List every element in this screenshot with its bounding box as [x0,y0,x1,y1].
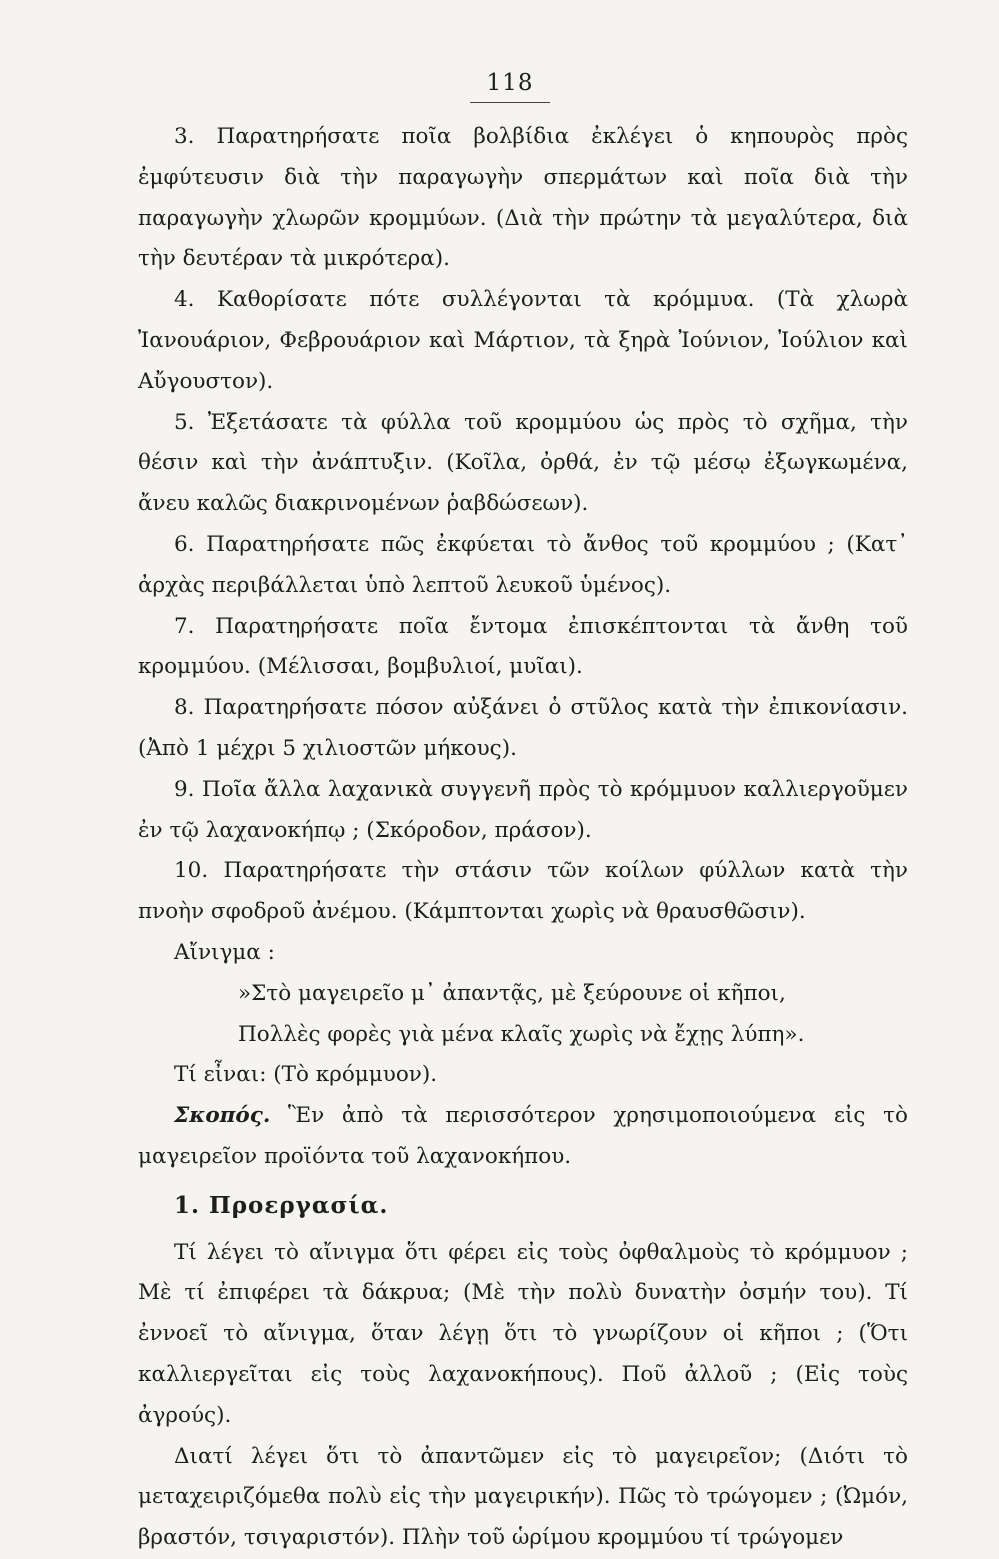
paragraph-1: Τί λέγει τὸ αἴνιγμα ὅτι φέρει εἰς τοὺς ὀφθαλμοὺς τὸ κρόμμυον ; Μὲ τί ἐπιφέρει τὰ δάκρυα; (Μὲ τὴν πολὺ δυνατὴν ὀσμήν του). Τί ἐννοεῖ τὸ αἴνιγμα, ὅταν λέγῃ ὅτι τὸ γνωρίζουν οἱ κῆποι ; (Ὅτι καλλιεργεῖται εἰς τοὺς λαχανοκήπους). Ποῦ ἀλλοῦ ; (Εἰς τοὺς ἀγρούς). [138,1239,908,1428]
purpose-paragraph [138,1096,908,1178]
riddle-line-1: »Στὸ μαγειρεῖο μ᾽ ἀπαντᾷς, μὲ ξεύρουνε οἱ κῆποι, [238,980,786,1006]
item-10: 10. Παρατηρήσατε τὴν στάσιν τῶν κοίλων φύλλων κατὰ τὴν πνοὴν σφοδροῦ ἀνέμου. (Κάμπτονται χωρὶς νὰ θραυσθῶσιν). [138,858,908,925]
item-4: 4. Καθορίσατε πότε συλλέγονται τὰ κρόμμυα. (Τὰ χλωρὰ Ἰανουάριον, Φεβρουάριον καὶ Μάρτιον, τὰ ξηρὰ Ἰούνιον, Ἰούλιον καὶ Αὔγουστον). [138,287,908,394]
purpose-text: Ἓν ἀπὸ τὰ περισσότερον χρησιμοποιούμενα εἰς τὸ μαγειρεῖον προϊόντα τοῦ λαχανοκήπου. [138,1103,908,1169]
page-number: 118 [470,70,550,103]
item-3: 3. Παρατηρήσατε ποῖα βολβίδια ἐκλέγει ὁ κηπουρὸς πρὸς ἐμφύτευσιν διὰ τὴν παραγωγὴν σπερμάτων καὶ ποῖα διὰ τὴν παραγωγὴν χλωρῶν κρομμύων. (Διὰ τὴν πρώτην τὰ μεγαλύτερα, διὰ τὴν δευτέραν τὰ μικρότερα). [138,124,908,272]
page-body [138,117,908,1559]
riddle-answer: Τί εἶναι: (Τὸ κρόμμυον). [174,1062,438,1088]
riddle-label: Αἴνιγμα : [174,939,275,965]
purpose-label: Σκοπός. [174,1103,271,1129]
section-heading: 1. Προεργασία. [174,1191,389,1219]
item-6: 6. Παρατηρήσατε πῶς ἐκφύεται τὸ ἄνθος τοῦ κρομμύου ; (Κατ᾽ ἀρχὰς περιβάλλεται ὑπὸ λεπτοῦ λευκοῦ ὑμένος). [138,531,908,598]
paragraph-2: Διατί λέγει ὅτι τὸ ἀπαντῶμεν εἰς τὸ μαγειρεῖον; (Διότι τὸ μεταχειριζόμεθα πολὺ εἰς τὴν μαγειρικήν). Πῶς τὸ τρώγομεν ; (Ὠμόν, βραστόν, τσιγαριστόν). Πλὴν τοῦ ὡρίμου κρομμύου τί τρώγομεν [138,1443,908,1551]
item-9: 9. Ποῖα ἄλλα λαχανικὰ συγγενῆ πρὸς τὸ κρόμμυον καλλιεργοῦμεν ἐν τῷ λαχανοκήπῳ ; (Σκόροδον, πράσον). [138,776,908,843]
item-5: 5. Ἐξετάσατε τὰ φύλλα τοῦ κρομμύου ὡς πρὸς τὸ σχῆμα, τὴν θέσιν καὶ τὴν ἀνάπτυξιν. (Κοῖλα, ὀρθά, ἐν τῷ μέσῳ ἐξωγκωμένα, ἄνευ καλῶς διακρινομένων ῥαβδώσεων). [138,409,908,517]
item-8: 8. Παρατηρήσατε πόσον αὐξάνει ὁ στῦλος κατὰ τὴν ἐπικονίασιν. (Ἀπὸ 1 μέχρι 5 χιλιοστῶν μήκους). [138,695,908,761]
item-7: 7. Παρατηρήσατε ποῖα ἔντομα ἐπισκέπτονται τὰ ἄνθη τοῦ κρομμύου. (Μέλισσαι, βομβυλιοί, μυῖαι). [138,613,908,680]
riddle-line-2: Πολλὲς φορὲς γιὰ μένα κλαῖς χωρὶς νὰ ἔχῃς λύπη». [238,1021,805,1047]
